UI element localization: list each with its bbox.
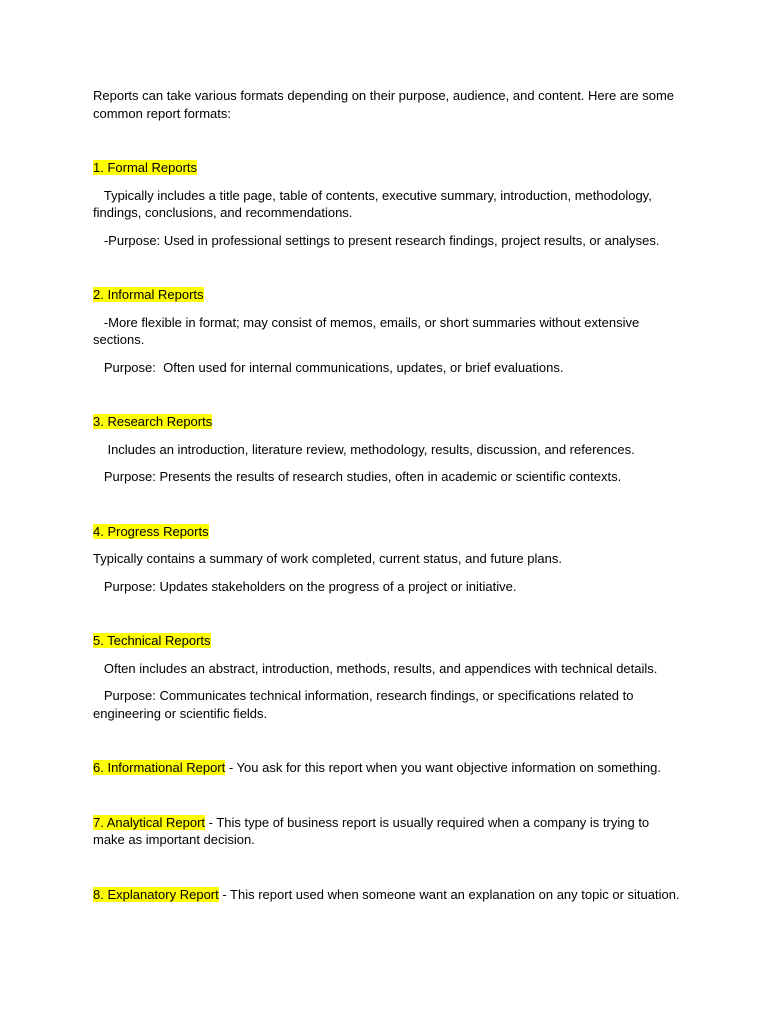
section-heading: 6. Informational Report	[93, 760, 226, 775]
section-heading: 8. Explanatory Report	[93, 886, 219, 902]
section-heading: 1. Formal Reports	[93, 160, 198, 175]
section-heading: 7. Analytical Report	[93, 814, 206, 830]
section-purpose: Purpose: Communicates technical information, research findings, or specifications related to engineering or scientific fields.	[93, 688, 638, 721]
intro-paragraph: Reports can take various formats depending on their purpose, audience, and content. Here are some common report formats:	[93, 88, 678, 121]
section-purpose: -Purpose: Used in professional settings to present research findings, project results, or analyses.	[93, 232, 660, 248]
section-research-reports	[93, 413, 683, 486]
section-description: Includes an introduction, literature review, methodology, results, discussion, and references.	[93, 441, 635, 457]
section-description: Typically contains a summary of work completed, current status, and future plans.	[93, 551, 562, 566]
section-informal-reports	[93, 286, 683, 376]
section-description: -More flexible in format; may consist of memos, emails, or short summaries without extensive sections.	[93, 314, 643, 347]
section-heading: 3. Research Reports	[93, 414, 213, 429]
section-formal-reports	[93, 159, 683, 249]
section-description: Typically includes a title page, table of contents, executive summary, introduction, methodology, findings, conclusions, and recommendations.	[93, 187, 656, 220]
section-heading: 5. Technical Reports	[93, 633, 211, 648]
section-text: - This type of business report is usually required when a company is trying to make as important decision.	[93, 814, 653, 847]
section-analytical-report	[93, 814, 683, 849]
section-heading: 2. Informal Reports	[93, 287, 204, 302]
section-explanatory-report	[93, 886, 683, 904]
section-heading: 4. Progress Reports	[93, 523, 209, 539]
section-technical-reports	[93, 632, 683, 722]
section-progress-reports	[93, 523, 683, 596]
section-informational-report	[93, 759, 683, 777]
section-purpose: Purpose: Often used for internal communications, updates, or brief evaluations.	[93, 359, 564, 375]
section-text: - You ask for this report when you want objective information on something.	[225, 760, 661, 775]
section-purpose: Purpose: Updates stakeholders on the progress of a project or initiative.	[93, 578, 517, 594]
section-purpose: Purpose: Presents the results of research studies, often in academic or scientific contexts.	[93, 469, 622, 484]
document-page	[93, 87, 683, 903]
section-text: - This report used when someone want an explanation on any topic or situation.	[218, 886, 680, 902]
section-description: Often includes an abstract, introduction, methods, results, and appendices with technical details.	[93, 660, 658, 676]
